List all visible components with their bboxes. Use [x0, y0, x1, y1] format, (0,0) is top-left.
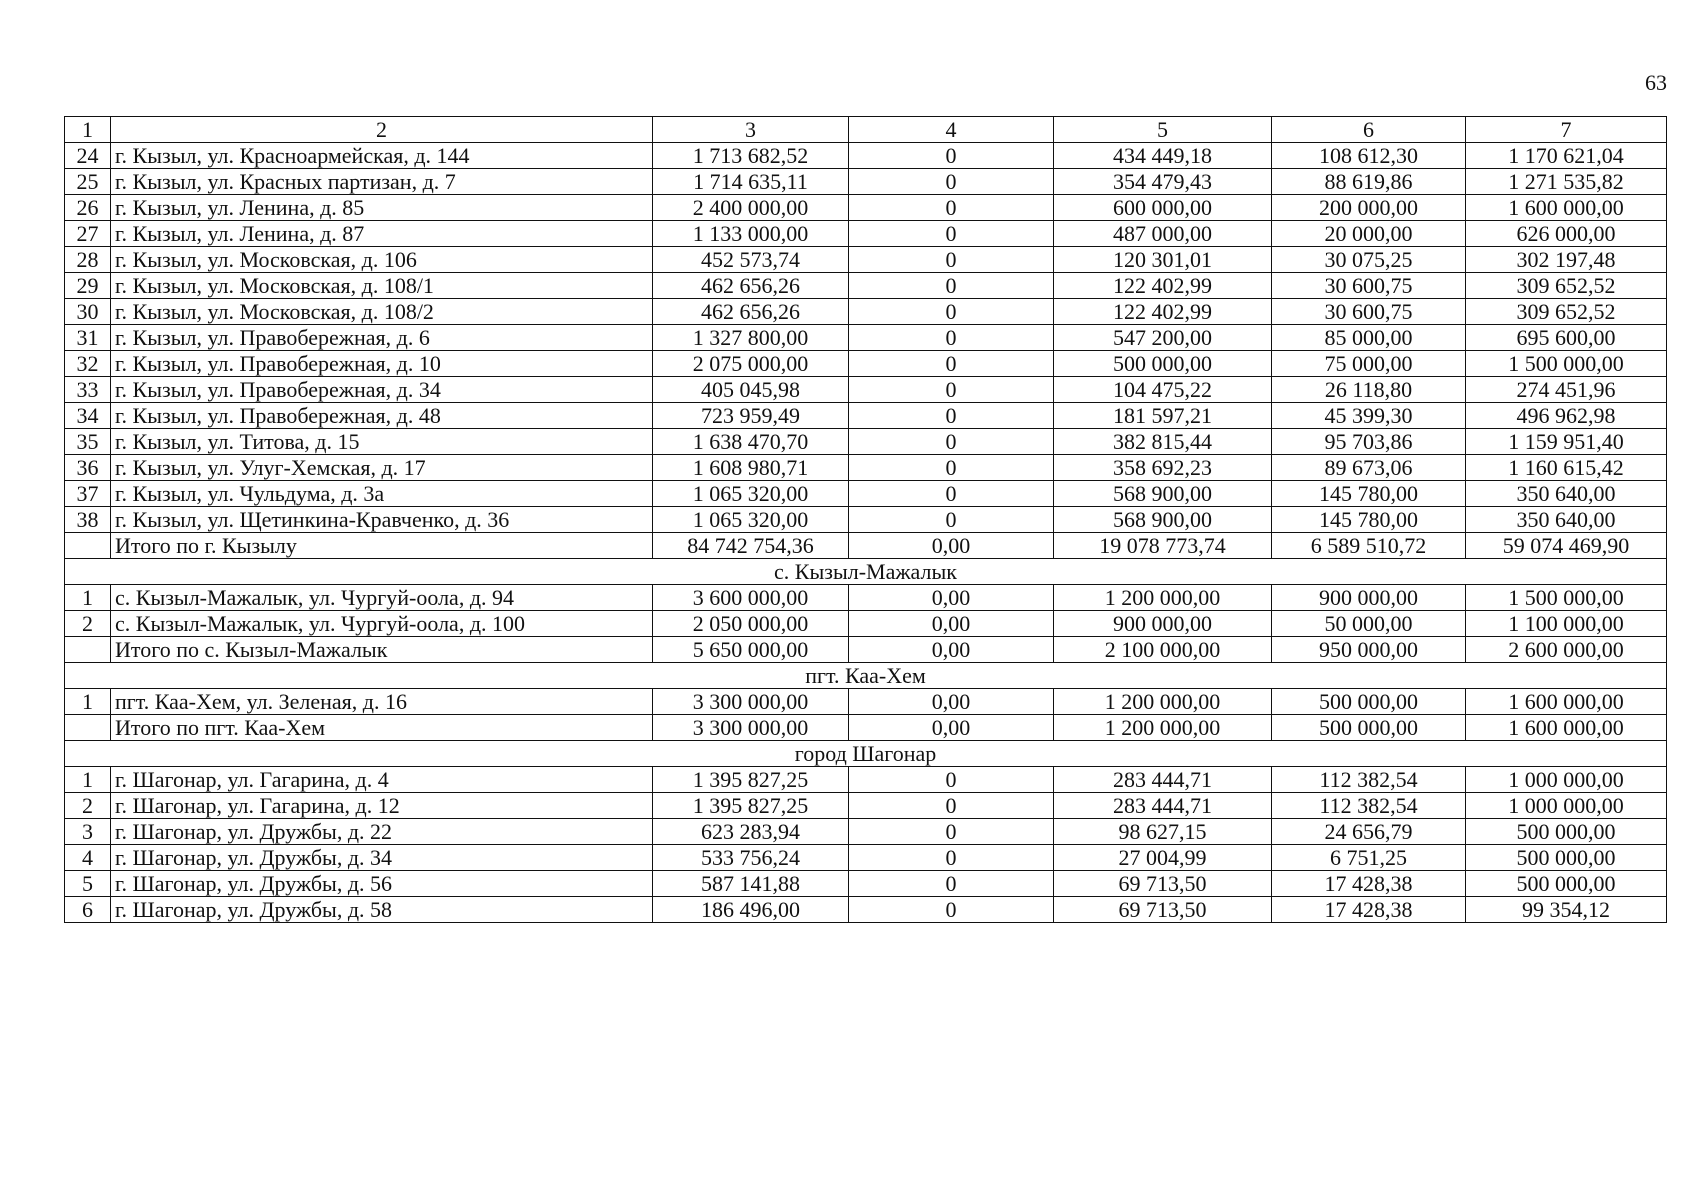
row-number: 33 [65, 377, 111, 403]
value-cell-4: 0 [849, 767, 1054, 793]
value-cell-3: 1 714 635,11 [653, 169, 849, 195]
value-cell-3: 462 656,26 [653, 273, 849, 299]
table-row [65, 455, 1667, 481]
value-cell-4: 0 [849, 195, 1054, 221]
value-cell-4: 0,00 [849, 637, 1054, 663]
value-cell-4: 0 [849, 819, 1054, 845]
address-cell: г. Кызыл, ул. Красноармейская, д. 144 [111, 143, 653, 169]
row-number: 5 [65, 871, 111, 897]
value-cell-7: 1 160 615,42 [1466, 455, 1667, 481]
section-header-row [65, 741, 1667, 767]
value-cell-4: 0 [849, 481, 1054, 507]
value-cell-7: 309 652,52 [1466, 273, 1667, 299]
address-cell: Итого по пгт. Каа-Хем [111, 715, 653, 741]
value-cell-7: 274 451,96 [1466, 377, 1667, 403]
value-cell-5: 122 402,99 [1054, 299, 1272, 325]
value-cell-4: 0 [849, 221, 1054, 247]
value-cell-4: 0 [849, 897, 1054, 923]
table-row [65, 871, 1667, 897]
table-row [65, 819, 1667, 845]
table-body [65, 143, 1667, 923]
row-number: 24 [65, 143, 111, 169]
row-number: 29 [65, 273, 111, 299]
column-header: 3 [653, 117, 849, 143]
table-row [65, 325, 1667, 351]
address-cell: г. Кызыл, ул. Ленина, д. 87 [111, 221, 653, 247]
value-cell-4: 0 [849, 507, 1054, 533]
total-row [65, 533, 1667, 559]
value-cell-7: 309 652,52 [1466, 299, 1667, 325]
row-number: 1 [65, 689, 111, 715]
value-cell-7: 99 354,12 [1466, 897, 1667, 923]
value-cell-6: 145 780,00 [1272, 507, 1466, 533]
value-cell-3: 3 600 000,00 [653, 585, 849, 611]
value-cell-7: 500 000,00 [1466, 819, 1667, 845]
value-cell-7: 302 197,48 [1466, 247, 1667, 273]
row-number: 27 [65, 221, 111, 247]
table-row [65, 377, 1667, 403]
address-cell: г. Кызыл, ул. Красных партизан, д. 7 [111, 169, 653, 195]
value-cell-4: 0 [849, 247, 1054, 273]
address-cell: г. Кызыл, ул. Московская, д. 108/2 [111, 299, 653, 325]
row-number: 38 [65, 507, 111, 533]
address-cell: г. Шагонар, ул. Гагарина, д. 12 [111, 793, 653, 819]
section-header-row [65, 663, 1667, 689]
value-cell-5: 600 000,00 [1054, 195, 1272, 221]
table-row [65, 299, 1667, 325]
value-cell-5: 104 475,22 [1054, 377, 1272, 403]
address-cell: г. Шагонар, ул. Дружбы, д. 22 [111, 819, 653, 845]
address-cell: Итого по с. Кызыл-Мажалык [111, 637, 653, 663]
section-title: пгт. Каа-Хем [65, 663, 1667, 689]
value-cell-5: 98 627,15 [1054, 819, 1272, 845]
value-cell-7: 1 600 000,00 [1466, 689, 1667, 715]
value-cell-3: 2 075 000,00 [653, 351, 849, 377]
value-cell-7: 496 962,98 [1466, 403, 1667, 429]
table-row [65, 611, 1667, 637]
value-cell-5: 547 200,00 [1054, 325, 1272, 351]
address-cell: г. Кызыл, ул. Правобережная, д. 34 [111, 377, 653, 403]
value-cell-7: 1 000 000,00 [1466, 767, 1667, 793]
value-cell-7: 1 600 000,00 [1466, 715, 1667, 741]
address-cell: г. Кызыл, ул. Чульдума, д. 3а [111, 481, 653, 507]
value-cell-3: 405 045,98 [653, 377, 849, 403]
address-cell: г. Кызыл, ул. Титова, д. 15 [111, 429, 653, 455]
address-cell: г. Кызыл, ул. Ленина, д. 85 [111, 195, 653, 221]
row-number [65, 637, 111, 663]
value-cell-3: 1 065 320,00 [653, 481, 849, 507]
value-cell-5: 900 000,00 [1054, 611, 1272, 637]
value-cell-4: 0 [849, 143, 1054, 169]
value-cell-3: 462 656,26 [653, 299, 849, 325]
value-cell-6: 108 612,30 [1272, 143, 1466, 169]
value-cell-5: 568 900,00 [1054, 481, 1272, 507]
value-cell-5: 181 597,21 [1054, 403, 1272, 429]
table-row [65, 897, 1667, 923]
value-cell-4: 0 [849, 325, 1054, 351]
value-cell-3: 623 283,94 [653, 819, 849, 845]
value-cell-3: 1 608 980,71 [653, 455, 849, 481]
value-cell-4: 0 [849, 169, 1054, 195]
value-cell-5: 27 004,99 [1054, 845, 1272, 871]
row-number: 35 [65, 429, 111, 455]
value-cell-4: 0,00 [849, 585, 1054, 611]
row-number: 36 [65, 455, 111, 481]
value-cell-3: 5 650 000,00 [653, 637, 849, 663]
address-cell: г. Шагонар, ул. Гагарина, д. 4 [111, 767, 653, 793]
value-cell-4: 0,00 [849, 689, 1054, 715]
value-cell-5: 283 444,71 [1054, 767, 1272, 793]
data-table [64, 116, 1667, 923]
value-cell-3: 1 395 827,25 [653, 793, 849, 819]
value-cell-4: 0 [849, 429, 1054, 455]
row-number: 1 [65, 585, 111, 611]
value-cell-6: 26 118,80 [1272, 377, 1466, 403]
value-cell-3: 533 756,24 [653, 845, 849, 871]
value-cell-3: 1 395 827,25 [653, 767, 849, 793]
value-cell-5: 69 713,50 [1054, 897, 1272, 923]
table-row [65, 247, 1667, 273]
value-cell-4: 0 [849, 273, 1054, 299]
value-cell-7: 1 000 000,00 [1466, 793, 1667, 819]
value-cell-4: 0 [849, 299, 1054, 325]
table-row [65, 429, 1667, 455]
address-cell: г. Кызыл, ул. Московская, д. 108/1 [111, 273, 653, 299]
value-cell-6: 85 000,00 [1272, 325, 1466, 351]
row-number: 34 [65, 403, 111, 429]
value-cell-4: 0,00 [849, 715, 1054, 741]
row-number [65, 533, 111, 559]
row-number: 4 [65, 845, 111, 871]
value-cell-6: 95 703,86 [1272, 429, 1466, 455]
row-number: 1 [65, 767, 111, 793]
address-cell: г. Кызыл, ул. Щетинкина-Кравченко, д. 36 [111, 507, 653, 533]
row-number: 26 [65, 195, 111, 221]
value-cell-3: 1 713 682,52 [653, 143, 849, 169]
value-cell-5: 1 200 000,00 [1054, 715, 1272, 741]
value-cell-4: 0 [849, 793, 1054, 819]
row-number: 3 [65, 819, 111, 845]
table-row [65, 507, 1667, 533]
page-number: 63 [1645, 70, 1667, 95]
value-cell-5: 19 078 773,74 [1054, 533, 1272, 559]
table-row [65, 689, 1667, 715]
value-cell-4: 0 [849, 871, 1054, 897]
value-cell-3: 1 065 320,00 [653, 507, 849, 533]
value-cell-6: 24 656,79 [1272, 819, 1466, 845]
section-header-row [65, 559, 1667, 585]
table-row [65, 169, 1667, 195]
value-cell-5: 354 479,43 [1054, 169, 1272, 195]
section-title: с. Кызыл-Мажалык [65, 559, 1667, 585]
value-cell-6: 112 382,54 [1272, 767, 1466, 793]
table-row [65, 403, 1667, 429]
value-cell-6: 900 000,00 [1272, 585, 1466, 611]
table-row [65, 221, 1667, 247]
value-cell-6: 112 382,54 [1272, 793, 1466, 819]
value-cell-5: 283 444,71 [1054, 793, 1272, 819]
value-cell-5: 122 402,99 [1054, 273, 1272, 299]
value-cell-6: 17 428,38 [1272, 897, 1466, 923]
address-cell: г. Кызыл, ул. Московская, д. 106 [111, 247, 653, 273]
value-cell-3: 1 327 800,00 [653, 325, 849, 351]
value-cell-6: 17 428,38 [1272, 871, 1466, 897]
column-header: 1 [65, 117, 111, 143]
value-cell-6: 6 589 510,72 [1272, 533, 1466, 559]
row-number: 25 [65, 169, 111, 195]
value-cell-4: 0 [849, 455, 1054, 481]
address-cell: пгт. Каа-Хем, ул. Зеленая, д. 16 [111, 689, 653, 715]
table-row [65, 351, 1667, 377]
value-cell-3: 452 573,74 [653, 247, 849, 273]
value-cell-3: 587 141,88 [653, 871, 849, 897]
value-cell-7: 626 000,00 [1466, 221, 1667, 247]
value-cell-7: 1 600 000,00 [1466, 195, 1667, 221]
value-cell-7: 1 500 000,00 [1466, 351, 1667, 377]
value-cell-4: 0,00 [849, 611, 1054, 637]
value-cell-5: 1 200 000,00 [1054, 585, 1272, 611]
value-cell-6: 30 600,75 [1272, 273, 1466, 299]
table-row [65, 845, 1667, 871]
value-cell-7: 500 000,00 [1466, 871, 1667, 897]
value-cell-7: 695 600,00 [1466, 325, 1667, 351]
value-cell-6: 6 751,25 [1272, 845, 1466, 871]
value-cell-3: 2 400 000,00 [653, 195, 849, 221]
value-cell-6: 200 000,00 [1272, 195, 1466, 221]
value-cell-6: 950 000,00 [1272, 637, 1466, 663]
row-number [65, 715, 111, 741]
section-title: город Шагонар [65, 741, 1667, 767]
table-row [65, 793, 1667, 819]
value-cell-7: 2 600 000,00 [1466, 637, 1667, 663]
value-cell-3: 186 496,00 [653, 897, 849, 923]
value-cell-6: 89 673,06 [1272, 455, 1466, 481]
address-cell: г. Кызыл, ул. Правобережная, д. 10 [111, 351, 653, 377]
value-cell-3: 3 300 000,00 [653, 715, 849, 741]
value-cell-6: 45 399,30 [1272, 403, 1466, 429]
address-cell: Итого по г. Кызылу [111, 533, 653, 559]
column-header: 7 [1466, 117, 1667, 143]
total-row [65, 637, 1667, 663]
value-cell-6: 50 000,00 [1272, 611, 1466, 637]
table-row [65, 767, 1667, 793]
value-cell-5: 487 000,00 [1054, 221, 1272, 247]
row-number: 6 [65, 897, 111, 923]
value-cell-7: 350 640,00 [1466, 507, 1667, 533]
value-cell-5: 1 200 000,00 [1054, 689, 1272, 715]
address-cell: с. Кызыл-Мажалык, ул. Чургуй-оола, д. 100 [111, 611, 653, 637]
value-cell-6: 145 780,00 [1272, 481, 1466, 507]
table-row [65, 273, 1667, 299]
address-cell: г. Кызыл, ул. Правобережная, д. 6 [111, 325, 653, 351]
value-cell-7: 1 159 951,40 [1466, 429, 1667, 455]
value-cell-3: 1 638 470,70 [653, 429, 849, 455]
value-cell-5: 2 100 000,00 [1054, 637, 1272, 663]
total-row [65, 715, 1667, 741]
value-cell-3: 1 133 000,00 [653, 221, 849, 247]
value-cell-6: 88 619,86 [1272, 169, 1466, 195]
value-cell-5: 568 900,00 [1054, 507, 1272, 533]
column-header: 2 [111, 117, 653, 143]
address-cell: г. Шагонар, ул. Дружбы, д. 56 [111, 871, 653, 897]
value-cell-6: 500 000,00 [1272, 715, 1466, 741]
value-cell-5: 434 449,18 [1054, 143, 1272, 169]
value-cell-6: 30 600,75 [1272, 299, 1466, 325]
value-cell-5: 500 000,00 [1054, 351, 1272, 377]
table-row [65, 585, 1667, 611]
address-cell: г. Кызыл, ул. Правобережная, д. 48 [111, 403, 653, 429]
table-header-row [65, 117, 1667, 143]
value-cell-6: 20 000,00 [1272, 221, 1466, 247]
row-number: 2 [65, 793, 111, 819]
value-cell-7: 1 500 000,00 [1466, 585, 1667, 611]
value-cell-4: 0,00 [849, 533, 1054, 559]
column-header: 4 [849, 117, 1054, 143]
value-cell-4: 0 [849, 845, 1054, 871]
value-cell-5: 69 713,50 [1054, 871, 1272, 897]
value-cell-3: 3 300 000,00 [653, 689, 849, 715]
value-cell-4: 0 [849, 377, 1054, 403]
address-cell: г. Кызыл, ул. Улуг-Хемская, д. 17 [111, 455, 653, 481]
table-row [65, 481, 1667, 507]
address-cell: г. Шагонар, ул. Дружбы, д. 34 [111, 845, 653, 871]
value-cell-7: 500 000,00 [1466, 845, 1667, 871]
value-cell-7: 1 170 621,04 [1466, 143, 1667, 169]
value-cell-5: 358 692,23 [1054, 455, 1272, 481]
value-cell-7: 59 074 469,90 [1466, 533, 1667, 559]
table-row [65, 143, 1667, 169]
value-cell-7: 1 271 535,82 [1466, 169, 1667, 195]
value-cell-6: 75 000,00 [1272, 351, 1466, 377]
row-number: 37 [65, 481, 111, 507]
column-header: 6 [1272, 117, 1466, 143]
row-number: 32 [65, 351, 111, 377]
value-cell-6: 500 000,00 [1272, 689, 1466, 715]
value-cell-5: 120 301,01 [1054, 247, 1272, 273]
value-cell-6: 30 075,25 [1272, 247, 1466, 273]
address-cell: г. Шагонар, ул. Дружбы, д. 58 [111, 897, 653, 923]
row-number: 31 [65, 325, 111, 351]
row-number: 30 [65, 299, 111, 325]
table-row [65, 195, 1667, 221]
address-cell: с. Кызыл-Мажалык, ул. Чургуй-оола, д. 94 [111, 585, 653, 611]
value-cell-5: 382 815,44 [1054, 429, 1272, 455]
value-cell-3: 2 050 000,00 [653, 611, 849, 637]
row-number: 28 [65, 247, 111, 273]
value-cell-3: 84 742 754,36 [653, 533, 849, 559]
value-cell-4: 0 [849, 351, 1054, 377]
value-cell-3: 723 959,49 [653, 403, 849, 429]
row-number: 2 [65, 611, 111, 637]
value-cell-4: 0 [849, 403, 1054, 429]
column-header: 5 [1054, 117, 1272, 143]
value-cell-7: 1 100 000,00 [1466, 611, 1667, 637]
value-cell-7: 350 640,00 [1466, 481, 1667, 507]
